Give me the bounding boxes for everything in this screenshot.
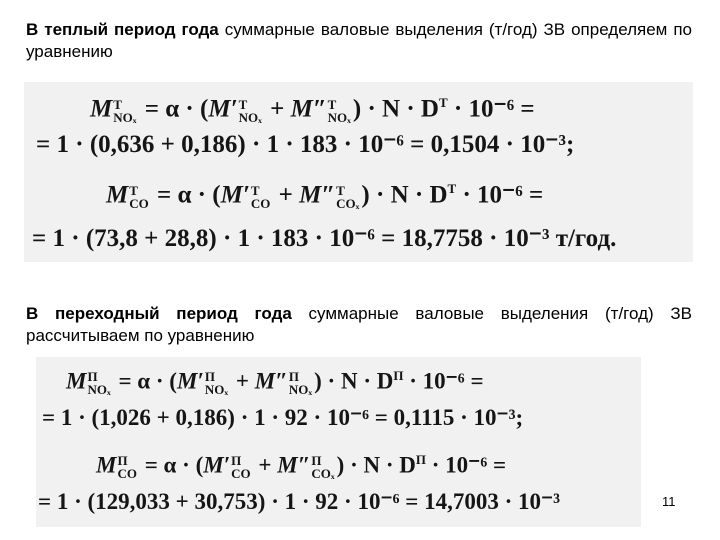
formula-text: = α · ( (118, 368, 177, 394)
formula-sub: NOₓ (87, 382, 111, 398)
formula-sub: CO (129, 195, 149, 211)
formula-sup: Т (113, 96, 122, 112)
formula-symbol: M′ (176, 368, 204, 394)
formula-sub: NOₓ (204, 382, 229, 398)
formula-sup: П (117, 453, 128, 469)
warm-co-calculation: = 1 · (73,8 + 28,8) · 1 · 183 · 10⁻⁶ = 18,7758 · 10⁻³ т/год. (32, 225, 617, 252)
formula-sub: NOₓ (327, 109, 351, 125)
formula-sup: Т (250, 182, 260, 198)
transitional-period-heading: В переходный период года (26, 304, 292, 323)
formula-sup: Т (447, 181, 457, 196)
formula-text: = α · ( (156, 181, 221, 209)
warm-co-equation: M Т CO = α · (M′ Т CO + M″ Т COₓ ) · $N \cdot D^Т \cdot 10^{-6}$ = (106, 181, 544, 211)
formula-symbol: M (106, 181, 129, 209)
formula-sup: Т (129, 182, 138, 198)
formula-symbol: M (96, 452, 117, 478)
warm-formula-image (24, 82, 693, 262)
formula-sup: П (311, 453, 322, 469)
formula-symbol: M″ (299, 181, 336, 209)
transitional-no-equation: M П NOₓ = α · (M′ П NOₓ + M″ П NOₓ ) · $N \cdot D^П \cdot 10^{-6}$ = (66, 368, 484, 398)
formula-text: ) · N · D (352, 95, 439, 123)
formula-sub: NOₓ (288, 382, 313, 398)
formula-sup: Т (238, 96, 248, 112)
formula-sub: CO (117, 466, 137, 482)
formula-sup: Т (336, 182, 345, 198)
formula-symbol: M′ (220, 181, 250, 209)
formula-text: = α · ( (144, 452, 204, 478)
warm-no-equation: M Т NOₓ = α · (M′ Т NOₓ + M″ Т NOₓ ) · $N \cdot D^Т \cdot 10^{-6}$ = (90, 95, 535, 125)
formula-text: ) · N · D (314, 368, 394, 394)
formula-sup: П (415, 452, 427, 467)
formula-sup: П (87, 369, 98, 385)
formula-symbol: M′ (203, 452, 231, 478)
page-number: 11 (662, 494, 676, 509)
warm-period-text: суммарные валовые выделения (т/год) ЗВ определяем по уравнению (26, 20, 692, 61)
formula-symbol: M (66, 368, 87, 394)
formula-sub: COₓ (311, 466, 335, 482)
transitional-period-paragraph (26, 303, 692, 347)
formula-sup: П (288, 369, 300, 385)
formula-sup: Т (327, 96, 337, 112)
formula-sub: CO (250, 195, 271, 211)
transitional-co-equation: M П CO = α · (M′ П CO + M″ П COₓ ) · $N \cdot D^П \cdot 10^{-6}$ = (96, 452, 507, 482)
formula-sub: NOₓ (238, 109, 262, 125)
formula-text: ) · N · D (361, 181, 448, 209)
transitional-no-calculation: = 1 · (1,026 + 0,186) · 1 · 92 · 10⁻⁶ = 0,1115 · 10⁻³; (42, 405, 524, 430)
formula-symbol: M (90, 95, 113, 123)
transitional-period-text: суммарные валовые выделения (т/год) ЗВ рассчитываем по уравнению (26, 304, 692, 345)
formula-sup: П (393, 368, 404, 383)
formula-sub: COₓ (336, 195, 360, 211)
warm-period-paragraph (26, 19, 692, 63)
formula-sup: П (204, 369, 216, 385)
formula-text: · 10⁻⁶ = (403, 368, 484, 394)
formula-sub: CO (231, 466, 251, 482)
formula-text: ) · N · D (336, 452, 416, 478)
warm-no-calculation: = 1 · (0,636 + 0,186) · 1 · 183 · 10⁻⁶ = 0,1504 · 10⁻³; (36, 131, 575, 158)
formula-symbol: M″ (254, 368, 288, 394)
formula-symbol: M″ (277, 452, 311, 478)
transitional-co-calculation: = 1 · (129,033 + 30,753) · 1 · 92 · 10⁻⁶ = 14,7003 · 10⁻³ (38, 489, 561, 514)
formula-sup: Т (438, 95, 448, 110)
formula-text: · 10⁻⁶ = (456, 181, 544, 209)
transitional-formula-image (36, 357, 641, 527)
formula-text: · 10⁻⁶ = (447, 95, 535, 123)
formula-sub: NOₓ (113, 109, 137, 125)
warm-period-heading: В теплый период года (26, 20, 219, 39)
formula-text: · 10⁻⁶ = (426, 452, 507, 478)
formula-text: = α · ( (144, 95, 209, 123)
formula-symbol: M′ (208, 95, 238, 123)
formula-symbol: M″ (290, 95, 327, 123)
formula-sup: П (231, 453, 242, 469)
